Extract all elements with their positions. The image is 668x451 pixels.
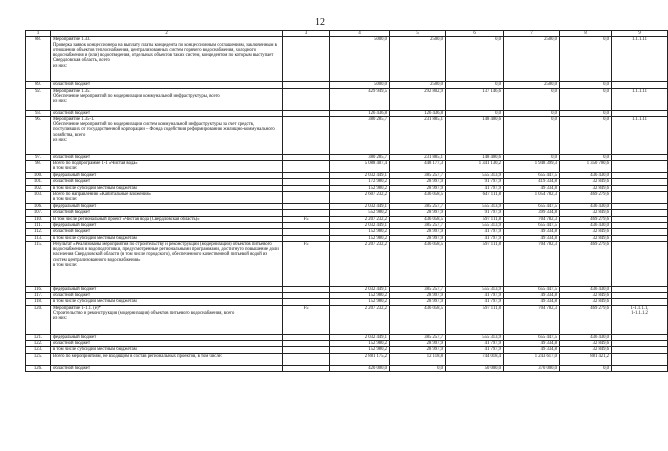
row-value-year-cell: 1 054 782,3	[504, 192, 560, 204]
row-target-ref-cell: 1.1.1.11	[612, 88, 668, 110]
row-description-cell: областной бюджет	[51, 365, 283, 371]
row-value-total-cell: 172 980,2	[330, 179, 390, 185]
row-value-year-cell: 555 313,9	[446, 334, 504, 340]
row-target-ref-cell	[612, 365, 668, 371]
row-value-year-cell: 436 058,5	[390, 192, 446, 204]
row-value-year-cell: 655 447,5	[504, 204, 560, 210]
row-value-total-cell: 5000,0	[330, 82, 390, 88]
row-value-year-cell: 49 334,8	[504, 235, 560, 241]
row-value-year-cell: 41 797,9	[446, 299, 504, 305]
row-value-year-cell: 28 997,9	[390, 293, 446, 299]
row-value-year-cell: 655 447,5	[504, 222, 560, 228]
row-number-cell: 125.	[26, 353, 51, 365]
row-value-year-cell: 385 257,7	[390, 173, 446, 179]
row-value-year-cell: 448 177,3	[390, 161, 446, 173]
row-value-year-cell: 436 058,5	[390, 216, 446, 222]
budget-table	[25, 30, 668, 372]
row-value-total-cell: 420 000,0	[330, 365, 390, 371]
row-value-year-cell: 469 279,6	[560, 241, 612, 286]
row-number-cell: 110.	[26, 216, 51, 222]
row-value-year-cell: 28 997,9	[390, 299, 446, 305]
row-value-year-cell: 137 146,6	[446, 88, 504, 110]
row-value-year-cell: 41 797,9	[446, 347, 504, 353]
row-value-year-cell: 469 279,6	[560, 305, 612, 334]
row-value-year-cell: 2500,0	[390, 82, 446, 88]
row-number-cell: 118.	[26, 299, 51, 305]
row-number-cell: 88.	[26, 37, 51, 82]
row-value-year-cell: 0,0	[560, 116, 612, 154]
row-value-total-cell: 152 980,2	[330, 341, 390, 347]
row-value-year-cell: 41 797,9	[446, 185, 504, 191]
column-header: 1	[26, 31, 51, 37]
row-value-year-cell: 436 430,0	[560, 204, 612, 210]
row-value-year-cell: 0,0	[560, 37, 612, 82]
row-value-total-cell: 2 032 449,1	[330, 204, 390, 210]
row-value-year-cell: 597 111,8	[446, 216, 504, 222]
table-row	[26, 37, 668, 82]
row-value-year-cell: 597 111,8	[446, 305, 504, 334]
row-description-cell: Мероприятие 1.35. Обеспечение мероприятий по модернизации коммунальной инфраструктуры, всего из них:	[51, 88, 283, 110]
row-value-year-cell: 704 782,3	[504, 241, 560, 286]
row-description-cell: В том числе региональный проект «Чистая вода (Свердловская область)»	[51, 216, 283, 222]
row-value-year-cell: 0,0	[446, 37, 504, 82]
row-value-total-cell: 2 032 449,1	[330, 222, 390, 228]
row-value-year-cell: 655 447,5	[504, 334, 560, 340]
row-value-total-cell: 2 032 449,1	[330, 173, 390, 179]
row-value-year-cell: 469 279,6	[560, 216, 612, 222]
row-description-cell: областной бюджет	[51, 341, 283, 347]
row-value-total-cell: 380 285,7	[330, 116, 390, 154]
row-value-year-cell: 0,0	[446, 110, 504, 116]
row-value-total-cell: 2 207 232,2	[330, 241, 390, 286]
row-value-year-cell: 41 797,9	[446, 235, 504, 241]
row-value-year-cell: 32 849,6	[560, 235, 612, 241]
row-number-cell: 101.	[26, 179, 51, 185]
row-number-cell: 107.	[26, 210, 51, 216]
row-value-year-cell: 32 849,6	[560, 210, 612, 216]
row-value-year-cell: 704 782,3	[504, 216, 560, 222]
row-value-year-cell: 32 849,6	[560, 179, 612, 185]
row-value-total-cell: 2 207 232,2	[330, 216, 390, 222]
row-description-cell: федеральный бюджет	[51, 334, 283, 340]
row-value-year-cell: 49 334,8	[504, 347, 560, 353]
table-row	[26, 88, 668, 110]
row-value-year-cell: 647 111,8	[446, 192, 504, 204]
row-value-year-cell: 49 334,8	[504, 299, 560, 305]
row-value-year-cell: 32 849,6	[560, 293, 612, 299]
row-value-total-cell: 2 881 175,2	[330, 353, 390, 365]
row-value-year-cell: 385 257,7	[390, 204, 446, 210]
row-value-total-cell: 2 607 232,2	[330, 192, 390, 204]
row-target-ref-cell	[612, 192, 668, 204]
row-value-year-cell: 2500,0	[504, 37, 560, 82]
row-value-year-cell: 436 430,0	[560, 334, 612, 340]
row-description-cell: Результат «Реализованы мероприятия по строительству и реконструкции (модернизации) объектов питьевого водоснабжения и водоподготовки, предусмотренные региональными программами, достигнуто повышение доли населения Свердловской области (в том числе городского), обеспеченного качественной питьевой водой из систем централизованного водоснабжения» в том числе:	[51, 241, 283, 286]
row-value-year-cell: 12 118,8	[390, 353, 446, 365]
column-header: 5	[390, 31, 446, 37]
row-description-cell: Всего по подпрограмме 1-1 «Чистая вода» в том числе:	[51, 161, 283, 173]
row-value-year-cell: 32 849,6	[560, 229, 612, 235]
row-value-year-cell: 231 885,1	[390, 116, 446, 154]
row-description-cell: Мероприятие 1.33. Проверка заявок концессионера на выплату платы концедента по концессионным соглашениям, заключенным в отношении объектов теплоснабжения, централизованных систем горячего водоснабжения, холодного водоснабжения и (или) водоотведения, отдельных объектов таких систем, концедентом по которым выступает Свердловская область, всего из них:	[51, 37, 283, 82]
row-value-year-cell: 0,0	[390, 365, 446, 371]
row-description-cell: областной бюджет	[51, 229, 283, 235]
column-header: 4	[330, 31, 390, 37]
row-value-total-cell: 152 980,2	[330, 235, 390, 241]
row-value-year-cell: 0,0	[504, 110, 560, 116]
row-value-year-cell: 704 782,3	[504, 305, 560, 334]
row-value-total-cell: 380 285,7	[330, 154, 390, 160]
row-value-total-cell: 552 980,2	[330, 210, 390, 216]
row-description-cell: федеральный бюджет	[51, 286, 283, 292]
row-description-cell: Мероприятие 1.35-1. Обеспечение мероприятий по модернизации систем коммунальной инфраструктуры за счет средств, поступивших от государственной корпорации – Фонда содействия реформированию жилищно-коммунального хозяйства, всего из них:	[51, 116, 283, 154]
row-value-year-cell: 1 350 700,6	[560, 161, 612, 173]
row-value-year-cell: 91 797,9	[446, 210, 504, 216]
column-header: 9	[612, 31, 668, 37]
row-value-year-cell: 28 997,9	[390, 210, 446, 216]
row-value-year-cell: 49 334,8	[504, 185, 560, 191]
row-number-cell: 113.	[26, 235, 51, 241]
row-value-year-cell: 436 430,0	[560, 286, 612, 292]
row-description-cell: областной бюджет	[51, 82, 283, 88]
column-header: 7	[504, 31, 560, 37]
row-code-cell: F5	[283, 216, 330, 222]
row-number-cell: 89.	[26, 82, 51, 88]
row-value-year-cell: 399 334,8	[504, 210, 560, 216]
row-code-cell	[283, 365, 330, 371]
row-value-year-cell: 28 997,9	[390, 347, 446, 353]
row-value-year-cell: 0,0	[504, 88, 560, 110]
row-value-year-cell: 555 313,9	[446, 286, 504, 292]
row-target-ref-cell	[612, 241, 668, 286]
row-description-cell: федеральный бюджет	[51, 173, 283, 179]
row-value-year-cell: 32 849,6	[560, 341, 612, 347]
row-value-total-cell: 5 088 407,4	[330, 161, 390, 173]
row-description-cell: федеральный бюджет	[51, 204, 283, 210]
row-value-year-cell: 385 257,7	[390, 222, 446, 228]
row-number-cell: 115.	[26, 241, 51, 286]
row-value-total-cell: 152 980,2	[330, 293, 390, 299]
row-number-cell: 116.	[26, 286, 51, 292]
row-description-cell: Мероприятие 1-1.1. (e)* Строительство и реконструкция (модернизация) объектов питьевого водоснабжения, всего из них:	[51, 305, 283, 334]
row-number-cell: 111.	[26, 222, 51, 228]
row-code-cell	[283, 192, 330, 204]
row-code-cell: F5	[283, 305, 330, 334]
row-code-cell: F5	[283, 241, 330, 286]
row-value-total-cell: 5000,0	[330, 37, 390, 82]
row-value-year-cell: 91 797,9	[446, 179, 504, 185]
row-number-cell: 100.	[26, 173, 51, 179]
row-number-cell: 96.	[26, 116, 51, 154]
row-value-year-cell: 126 436,8	[390, 110, 446, 116]
row-number-cell: 122.	[26, 341, 51, 347]
row-number-cell: 98.	[26, 161, 51, 173]
row-value-year-cell: 0,0	[560, 154, 612, 160]
row-value-year-cell: 469 279,6	[560, 192, 612, 204]
row-value-year-cell: 28 997,9	[390, 179, 446, 185]
row-value-year-cell: 2500,0	[390, 37, 446, 82]
row-number-cell: 103.	[26, 192, 51, 204]
row-value-year-cell: 1 948 399,3	[504, 161, 560, 173]
table-row	[26, 241, 668, 286]
row-value-year-cell: 0,0	[560, 365, 612, 371]
row-code-cell	[283, 353, 330, 365]
row-description-cell: областной бюджет	[51, 293, 283, 299]
row-value-year-cell: 49 334,8	[504, 293, 560, 299]
row-value-year-cell: 436 058,5	[390, 241, 446, 286]
row-value-total-cell: 152 980,2	[330, 347, 390, 353]
table-row	[26, 365, 668, 371]
row-value-total-cell: 429 949,5	[330, 88, 390, 110]
row-description-cell: в том числе субсидии местным бюджетам	[51, 347, 283, 353]
row-number-cell: 97.	[26, 154, 51, 160]
row-number-cell: 123.	[26, 347, 51, 353]
row-description-cell: областной бюджет	[51, 179, 283, 185]
row-value-year-cell: 0,0	[504, 116, 560, 154]
row-code-cell	[283, 116, 330, 154]
column-header: 3	[283, 31, 330, 37]
row-value-year-cell: 32 849,6	[560, 299, 612, 305]
row-value-year-cell: 0,0	[446, 82, 504, 88]
row-value-year-cell: 231 885,1	[390, 154, 446, 160]
row-number-cell: 121.	[26, 334, 51, 340]
row-value-year-cell: 148 400,6	[446, 116, 504, 154]
row-value-year-cell: 28 997,9	[390, 229, 446, 235]
row-value-total-cell: 152 980,2	[330, 185, 390, 191]
row-value-year-cell: 50 000,0	[446, 365, 504, 371]
row-value-year-cell: 32 849,6	[560, 185, 612, 191]
row-description-cell: в том числе субсидии местным бюджетам	[51, 299, 283, 305]
row-number-cell: 102.	[26, 185, 51, 191]
row-value-year-cell: 41 797,9	[446, 341, 504, 347]
table-row	[26, 353, 668, 365]
table-row	[26, 305, 668, 334]
row-number-cell: 93.	[26, 110, 51, 116]
row-value-year-cell: 881 421,2	[560, 353, 612, 365]
row-description-cell: Всего по мероприятиям, не входящим в состав региональных проектов, в том числе:	[51, 353, 283, 365]
row-number-cell: 126.	[26, 365, 51, 371]
row-value-year-cell: 0,0	[560, 82, 612, 88]
row-value-year-cell: 555 313,9	[446, 222, 504, 228]
row-target-ref-cell	[612, 353, 668, 365]
row-value-total-cell: 2 207 232,2	[330, 305, 390, 334]
row-value-total-cell: 2 032 449,1	[330, 286, 390, 292]
row-description-cell: федеральный бюджет	[51, 222, 283, 228]
row-value-year-cell: 555 313,9	[446, 173, 504, 179]
row-number-cell: 92.	[26, 88, 51, 110]
row-target-ref-cell: 1.1.1.11	[612, 37, 668, 82]
row-code-cell	[283, 88, 330, 110]
row-value-total-cell: 2 032 449,1	[330, 334, 390, 340]
row-number-cell: 117.	[26, 293, 51, 299]
row-code-cell	[283, 37, 330, 82]
row-value-year-cell: 655 447,5	[504, 286, 560, 292]
column-header: 2	[51, 31, 283, 37]
column-header: 8	[560, 31, 612, 37]
row-value-year-cell: 385 257,7	[390, 334, 446, 340]
row-description-cell: Всего по направлению «Капитальные вложения» в том числе:	[51, 192, 283, 204]
row-value-year-cell: 28 997,9	[390, 341, 446, 347]
row-value-year-cell: 555 313,9	[446, 204, 504, 210]
row-number-cell: 120.	[26, 305, 51, 334]
row-description-cell: областной бюджет	[51, 210, 283, 216]
row-value-total-cell: 152 980,2	[330, 299, 390, 305]
row-value-year-cell: 1 243 617,0	[504, 353, 560, 365]
row-value-year-cell: 436 430,0	[560, 173, 612, 179]
row-value-year-cell: 32 849,6	[560, 347, 612, 353]
row-description-cell: областной бюджет	[51, 110, 283, 116]
column-header: 6	[446, 31, 504, 37]
row-value-year-cell: 49 334,8	[504, 229, 560, 235]
row-description-cell: областной бюджет	[51, 154, 283, 160]
row-value-year-cell: 436 058,5	[390, 305, 446, 334]
row-value-total-cell: 126 436,8	[330, 110, 390, 116]
row-value-year-cell: 655 447,5	[504, 173, 560, 179]
row-value-year-cell: 28 997,9	[390, 235, 446, 241]
table-row	[26, 116, 668, 154]
row-target-ref-cell: 1-1.1.1.1, 1-1.1.1.2	[612, 305, 668, 334]
row-value-year-cell: 1 341 130,2	[446, 161, 504, 173]
row-value-year-cell: 292 802,9	[390, 88, 446, 110]
page-number: 12	[315, 17, 325, 28]
row-target-ref-cell: 1.1.1.11	[612, 116, 668, 154]
row-value-year-cell: 0,0	[560, 88, 612, 110]
row-value-year-cell: 41 797,9	[446, 293, 504, 299]
row-value-year-cell: 436 430,0	[560, 222, 612, 228]
row-code-cell	[283, 161, 330, 173]
row-number-cell: 112.	[26, 229, 51, 235]
row-target-ref-cell	[612, 161, 668, 173]
row-value-year-cell: 49 334,8	[504, 341, 560, 347]
row-value-year-cell: 370 000,0	[504, 365, 560, 371]
row-value-year-cell: 385 257,7	[390, 286, 446, 292]
row-value-year-cell: 0,0	[504, 154, 560, 160]
row-value-year-cell: 148 400,6	[446, 154, 504, 160]
row-value-year-cell: 2500,0	[504, 82, 560, 88]
row-number-cell: 106.	[26, 204, 51, 210]
row-value-year-cell: 419 334,8	[504, 179, 560, 185]
table-row	[26, 161, 668, 173]
row-description-cell: в том числе субсидии местным бюджетам	[51, 185, 283, 191]
row-value-year-cell: 0,0	[560, 110, 612, 116]
row-value-year-cell: 28 997,9	[390, 185, 446, 191]
row-value-year-cell: 597 111,8	[446, 241, 504, 286]
row-value-year-cell: 41 797,9	[446, 229, 504, 235]
row-value-total-cell: 152 980,2	[330, 229, 390, 235]
row-value-year-cell: 744 018,4	[446, 353, 504, 365]
table-row	[26, 192, 668, 204]
row-description-cell: в том числе субсидии местным бюджетам	[51, 235, 283, 241]
